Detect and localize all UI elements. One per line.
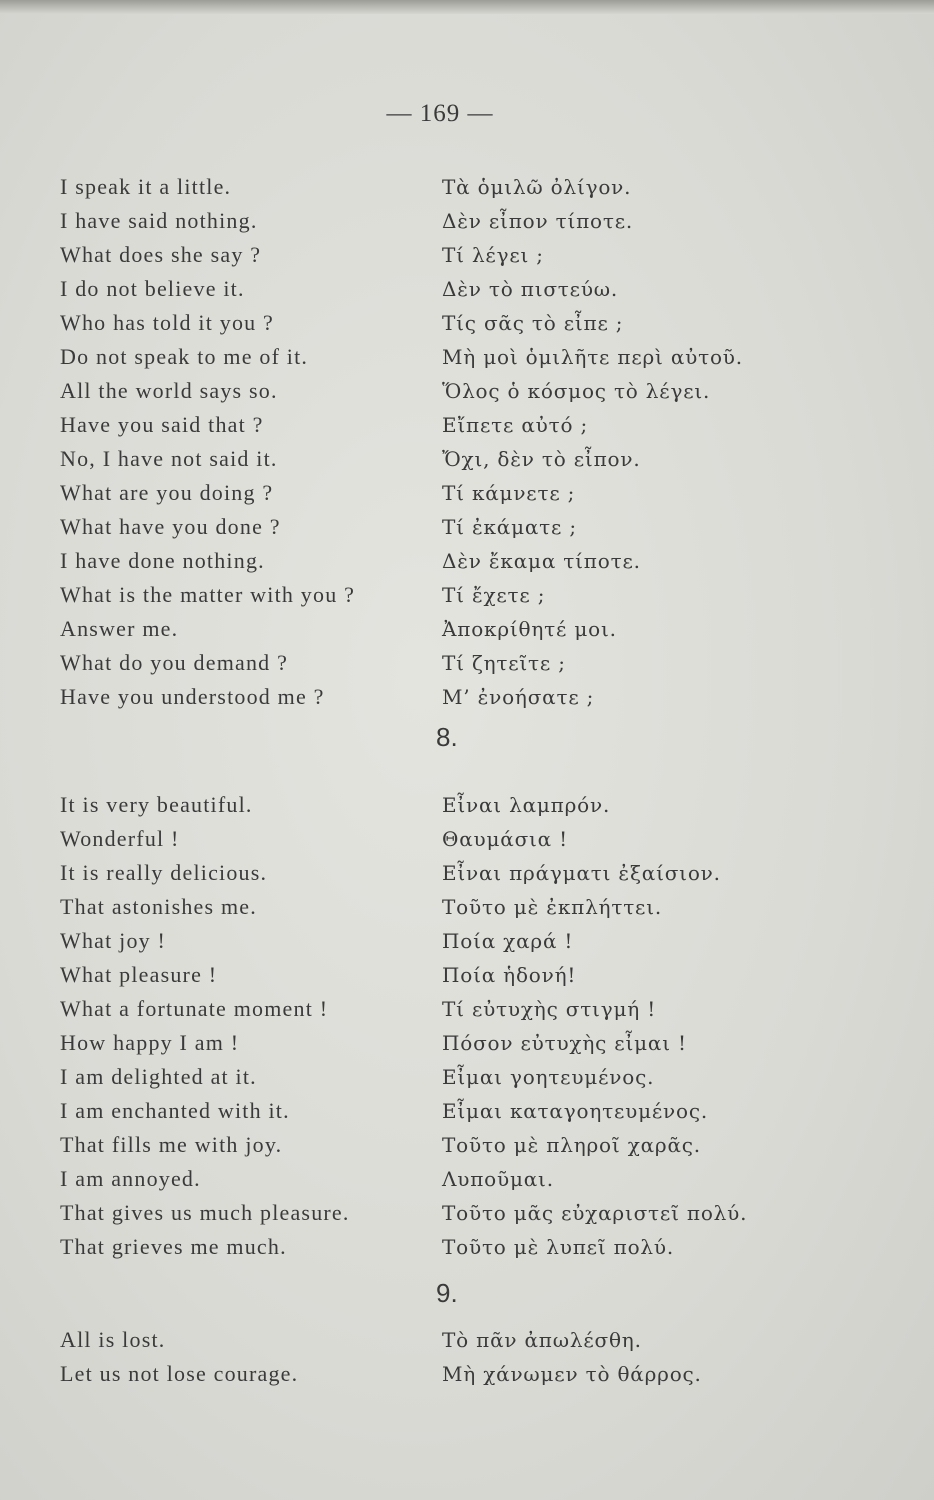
phrase-row [0,614,934,648]
greek-phrase: Μ’ ἐνοήσατε ; [442,685,595,709]
phrase-row [0,926,934,960]
phrase-row [0,1198,934,1232]
phrase-row [0,648,934,682]
greek-phrase: Θαυμάσια ! [442,827,568,851]
phrase-row [0,410,934,444]
english-phrase: Who has told it you ? [60,310,275,335]
greek-phrase: Ποία ἡδονή! [442,963,577,987]
english-phrase: What does she say ? [60,242,262,267]
english-phrase: It is very beautiful. [60,792,253,817]
english-phrase: What is the matter with you ? [60,582,356,607]
greek-phrase: Τοῦτο μᾶς εὐχαριστεῖ πολύ. [442,1201,748,1225]
greek-phrase: Εἴπετε αὐτό ; [442,413,588,437]
phrase-row [0,960,934,994]
greek-phrase: Μὴ μοὶ ὁμιλῆτε περὶ αὐτοῦ. [442,345,743,369]
greek-phrase: Τί λέγει ; [442,243,544,267]
english-phrase: No, I have not said it. [60,446,278,471]
english-phrase: I am annoyed. [60,1166,201,1191]
greek-phrase: Εἶμαι γοητευμένος. [442,1065,655,1089]
english-phrase: I have done nothing. [60,548,265,573]
phrase-row [0,512,934,546]
greek-phrase: Τί κάμνετε ; [442,481,576,505]
english-phrase: What are you doing ? [60,480,274,505]
greek-phrase: Ἀποκρίθητέ μοι. [442,617,617,641]
english-phrase: What have you done ? [60,514,281,539]
english-phrase: All is lost. [60,1327,166,1352]
english-phrase: Have you said that ? [60,412,264,437]
english-phrase: How happy I am ! [60,1030,240,1055]
phrase-row [0,240,934,274]
phrase-row [0,1359,934,1393]
english-phrase: It is really delicious. [60,860,268,885]
greek-phrase: Τί ζητεῖτε ; [442,651,566,675]
phrase-row [0,580,934,614]
phrase-row [0,546,934,580]
english-phrase: Let us not lose courage. [60,1361,299,1386]
greek-phrase: Δὲν ἔκαμα τίποτε. [442,549,641,573]
greek-phrase: Δὲν τὸ πιστεύω. [442,277,619,301]
english-phrase: All the world says so. [60,378,278,403]
greek-phrase: Τί ἐκάματε ; [442,515,577,539]
phrase-row [0,682,934,716]
phrase-row [0,206,934,240]
phrase-row [0,1232,934,1266]
english-phrase: That fills me with joy. [60,1132,283,1157]
english-phrase: Wonderful ! [60,826,180,851]
greek-phrase: Δὲν εἶπον τίποτε. [442,209,634,233]
greek-phrase: Λυποῦμαι. [442,1167,554,1191]
phrase-row [0,790,934,824]
phrase-row [0,1164,934,1198]
english-phrase: What do you demand ? [60,650,289,675]
english-phrase: I am delighted at it. [60,1064,257,1089]
phrase-row [0,444,934,478]
greek-phrase: Τὰ ὁμιλῶ ὀλίγον. [442,175,632,199]
phrase-row [0,1325,934,1359]
english-phrase: Do not speak to me of it. [60,344,309,369]
greek-phrase: Εἶναι λαμπρόν. [442,793,611,817]
phrase-row [0,376,934,410]
greek-phrase: Εἶναι πράγματι ἐξαίσιον. [442,861,721,885]
phrase-row [0,274,934,308]
phrase-row [0,1062,934,1096]
phrase-row [0,1130,934,1164]
greek-phrase: Τί εὐτυχὴς στιγμή ! [442,997,657,1021]
greek-phrase: Τοῦτο μὲ λυπεῖ πολύ. [442,1235,675,1259]
phrase-row [0,824,934,858]
phrase-row [0,172,934,206]
english-phrase: I am enchanted with it. [60,1098,290,1123]
greek-phrase: Εἶμαι καταγοητευμένος. [442,1099,708,1123]
english-phrase: That grieves me much. [60,1234,287,1259]
greek-phrase: Τὸ πᾶν ἀπωλέσθη. [442,1328,642,1352]
section-number-8: 8. [436,722,458,752]
greek-phrase: Ὄχι, δὲν τὸ εἶπον. [442,447,641,471]
phrase-row [0,1028,934,1062]
english-phrase: What a fortunate moment ! [60,996,329,1021]
greek-phrase: Τοῦτο μὲ πληροῖ χαρᾶς. [442,1133,701,1157]
phrase-row [0,478,934,512]
greek-phrase: Ποία χαρά ! [442,929,574,953]
english-phrase: I speak it a little. [60,174,232,199]
english-phrase: What joy ! [60,928,167,953]
phrase-row [0,1096,934,1130]
english-phrase: Have you understood me ? [60,684,325,709]
english-phrase: That gives us much pleasure. [60,1200,350,1225]
greek-phrase: Τί ἔχετε ; [442,583,546,607]
english-phrase: I have said nothing. [60,208,258,233]
phrase-row [0,342,934,376]
phrase-row [0,994,934,1028]
greek-phrase: Πόσον εὐτυχὴς εἶμαι ! [442,1031,687,1055]
phrase-row [0,892,934,926]
greek-phrase: Ὅλος ὁ κόσμος τὸ λέγει. [442,379,711,403]
phrase-row [0,858,934,892]
greek-phrase: Μὴ χάνωμεν τὸ θάρρος. [442,1362,702,1386]
greek-phrase: Τίς σᾶς τὸ εἶπε ; [442,311,624,335]
page-number: — 169 — [386,100,494,127]
english-phrase: I do not believe it. [60,276,245,301]
english-phrase: What pleasure ! [60,962,218,987]
english-phrase: Answer me. [60,616,179,641]
english-phrase: That astonishes me. [60,894,257,919]
greek-phrase: Τοῦτο μὲ ἐκπλήττει. [442,895,663,919]
phrase-row [0,308,934,342]
section-number-9: 9. [436,1278,458,1308]
page-top-edge [0,0,934,14]
